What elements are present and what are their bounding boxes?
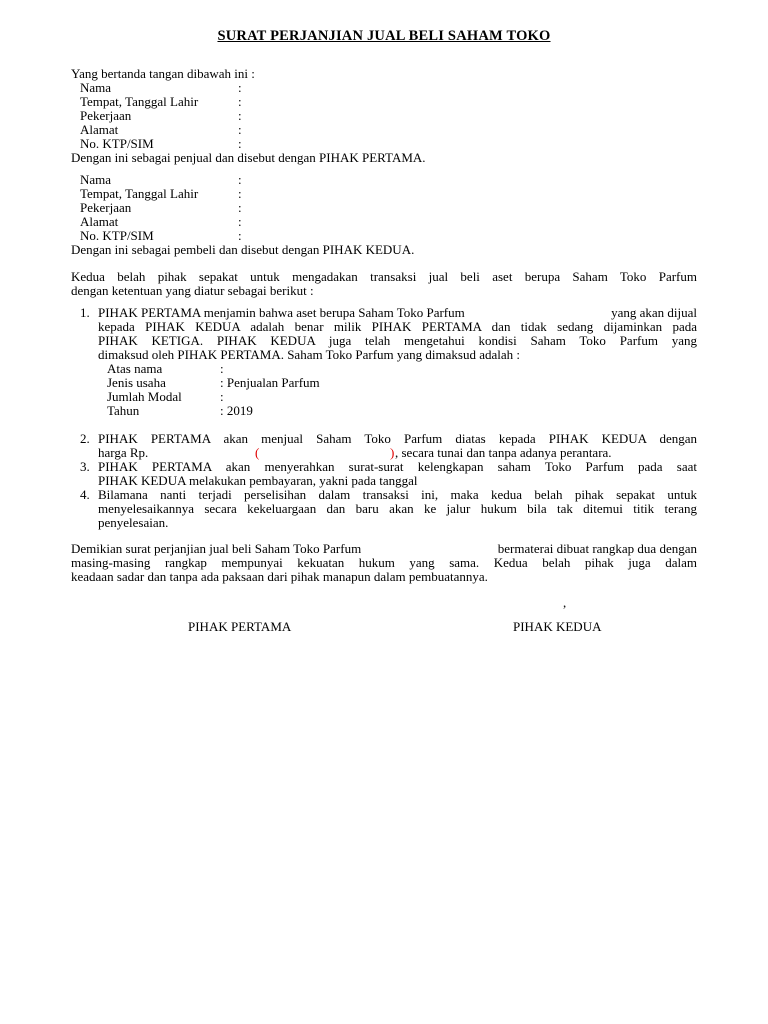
- party1-field-job: Pekerjaan: [80, 108, 132, 123]
- item-2-number: 2.: [80, 431, 90, 446]
- item-2-line-1: PIHAK PERTAMA akan menjual Saham Toko Parfum diatas kepada PIHAK KEDUA dengan: [98, 431, 697, 446]
- detail-value-business: : Penjualan Parfum: [220, 375, 320, 390]
- detail-value-year: : 2019: [220, 403, 253, 418]
- place-date: ,: [563, 595, 567, 610]
- party2-field-name: Nama: [80, 172, 112, 187]
- party1-colon: :: [238, 80, 242, 95]
- item-3-number: 3.: [80, 459, 90, 474]
- party2-statement: Dengan ini sebagai pembeli dan disebut dengan PIHAK KEDUA.: [71, 242, 415, 257]
- item-1-line-4: dimaksud oleh PIHAK PERTAMA. Saham Toko Parfum yang dimaksud adalah :: [98, 347, 521, 362]
- party2-colon: :: [238, 186, 242, 201]
- party2-colon: :: [238, 214, 242, 229]
- closing-line-2: masing-masing rangkap mempunyai kekuatan hukum yang sama. Kedua belah pihak juga dalam: [71, 555, 697, 570]
- party2-colon: :: [238, 172, 242, 187]
- party1-colon: :: [238, 94, 242, 109]
- price-terms: , secara tunai dan tanpa adanya perantara.: [395, 445, 612, 460]
- signature-second-party: PIHAK KEDUA: [513, 619, 602, 634]
- item-4-line-3: penyelesaian.: [98, 515, 169, 530]
- item-1-line-1-tail: yang akan dijual: [611, 305, 697, 320]
- closing-line-1-a: Demikian surat perjanjian jual beli Saham Toko Parfum: [71, 541, 362, 556]
- item-1-line-1: [98, 306, 697, 320]
- party1-field-birth: Tempat, Tanggal Lahir: [80, 94, 199, 109]
- item-3-line-2: PIHAK KEDUA melakukan pembayaran, yakni pada tanggal: [98, 473, 418, 488]
- party2-field-id: No. KTP/SIM: [80, 228, 154, 243]
- price-open-paren: (: [255, 445, 260, 460]
- party1-field-address: Alamat: [80, 122, 119, 137]
- closing-line-3: keadaan sadar dan tanpa ada paksaan dari pihak manapun dalam pembuatannya.: [71, 569, 488, 584]
- item-4-number: 4.: [80, 487, 90, 502]
- party2-field-birth: Tempat, Tanggal Lahir: [80, 186, 199, 201]
- item-1-number: 1.: [80, 305, 90, 320]
- party1-field-name: Nama: [80, 80, 112, 95]
- party2-colon: :: [238, 228, 242, 243]
- party1-colon: :: [238, 136, 242, 151]
- detail-value-owner: :: [220, 361, 224, 376]
- intro-text: Yang bertanda tangan dibawah ini :: [71, 66, 255, 81]
- closing-line-1: [71, 542, 697, 556]
- signature-first-party: PIHAK PERTAMA: [188, 619, 292, 634]
- party1-colon: :: [238, 108, 242, 123]
- agreement-line-2: dengan ketentuan yang diatur sebagai berikut :: [71, 283, 314, 298]
- party1-statement: Dengan ini sebagai penjual dan disebut dengan PIHAK PERTAMA.: [71, 150, 426, 165]
- party1-field-id: No. KTP/SIM: [80, 136, 154, 151]
- detail-label-year: Tahun: [107, 403, 140, 418]
- title-text: SURAT PERJANJIAN JUAL BELI SAHAM TOKO: [217, 28, 551, 44]
- detail-label-owner: Atas nama: [107, 361, 163, 376]
- item-3-line-1: PIHAK PERTAMA akan menyerahkan surat-surat kelengkapan saham Toko Parfum pada saat: [98, 459, 697, 474]
- item-1-line-2: kepada PIHAK KEDUA adalah benar milik PIHAK PERTAMA dan tidak sedang dijaminkan pada: [98, 319, 697, 334]
- party1-colon: :: [238, 122, 242, 137]
- detail-value-capital: :: [220, 389, 224, 404]
- party2-field-job: Pekerjaan: [80, 200, 132, 215]
- item-1-line-1-text: PIHAK PERTAMA menjamin bahwa aset berupa Saham Toko Parfum: [98, 305, 465, 320]
- item-1-line-3: PIHAK KETIGA. PIHAK KEDUA juga telah mengetahui kondisi Saham Toko Parfum yang: [98, 333, 697, 348]
- item-4-line-2: menyelesaikannya secara kekeluargaan dan baru akan ke jalur hukum bila tak ditemui titik terang: [98, 501, 697, 516]
- party2-field-address: Alamat: [80, 214, 119, 229]
- agreement-line-1: Kedua belah pihak sepakat untuk mengadakan transaksi jual beli aset berupa Saham Toko Parfum: [71, 269, 697, 284]
- detail-label-capital: Jumlah Modal: [107, 389, 182, 404]
- detail-label-business: Jenis usaha: [107, 375, 166, 390]
- item-2-line-2: [98, 446, 697, 460]
- closing-line-1-b: bermaterai dibuat rangkap dua dengan: [497, 541, 697, 556]
- price-close-paren: ): [390, 445, 395, 460]
- item-4-line-1: Bilamana nanti terjadi perselisihan dalam transaksi ini, maka kedua belah pihak sepakat untuk: [98, 487, 697, 502]
- price-label: harga Rp.: [98, 445, 149, 460]
- document-title: [0, 29, 768, 43]
- party2-colon: :: [238, 200, 242, 215]
